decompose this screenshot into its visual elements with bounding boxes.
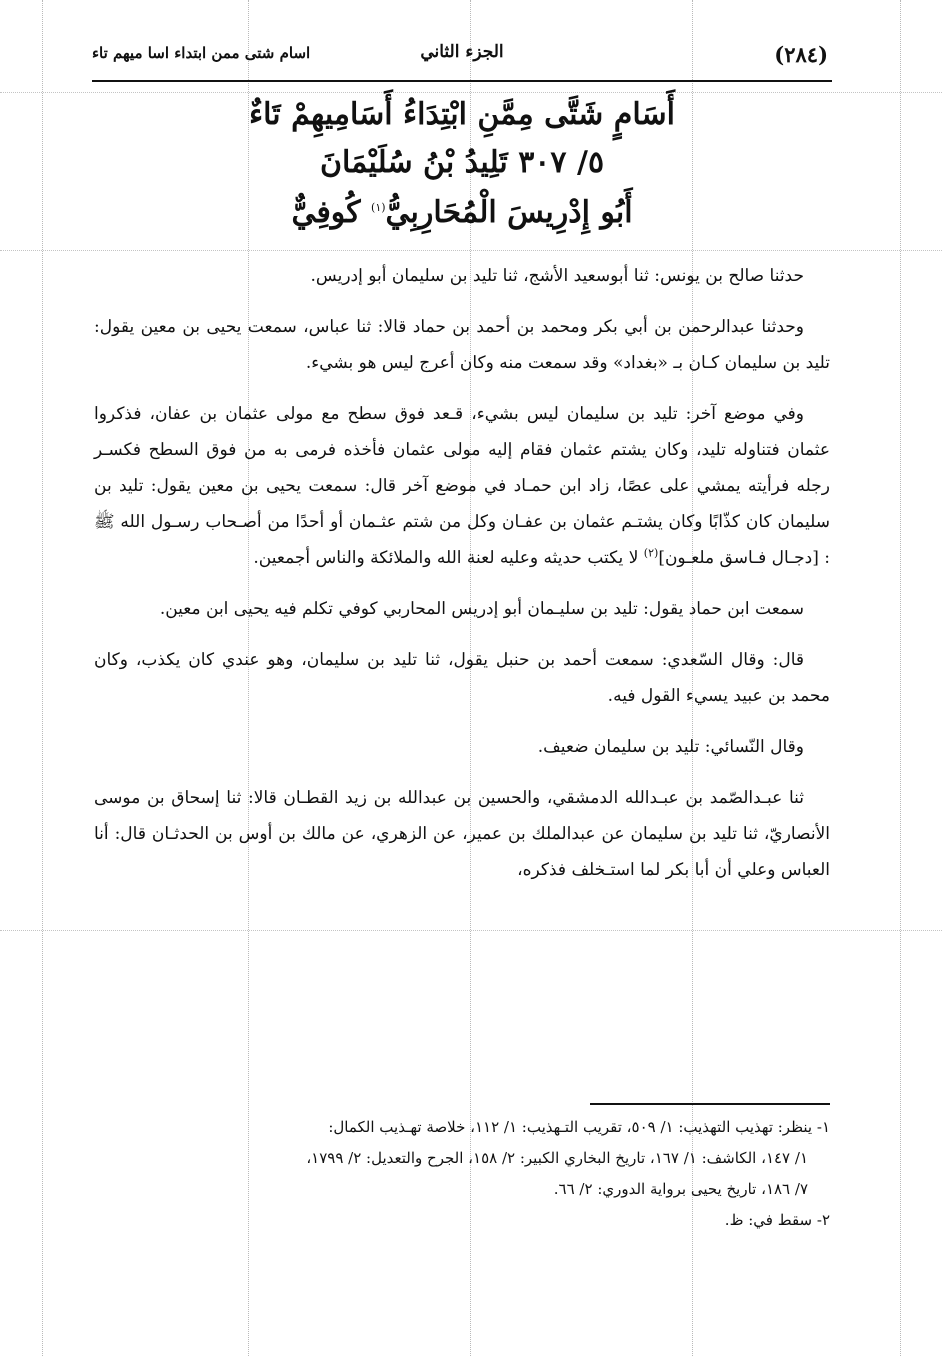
footnotes	[94, 1112, 830, 1236]
guide-line	[42, 0, 43, 1356]
paragraph: حدثنا صالح بن يونس: ثنا أبوسعيد الأشج، ثنا تليد بن سليمان أبو إدريس.	[310, 266, 804, 286]
footnote-ref: (١)	[371, 201, 386, 214]
kunya-suffix: كُوفِيٌّ	[291, 195, 372, 230]
section-title: أَسَامٍ شَتَّى مِمَّنِ ابْتِدَاءُ أَسَامِيهِمْ تَاءٌ	[249, 97, 675, 132]
paragraph-text: لا يكتب حديثه وعليه لعنة الله والملائكة والناس أجمعين.	[253, 548, 644, 568]
kunya-line	[92, 195, 832, 250]
entry-title: ٥/ ٣٠٧ تَلِيدُ بْنُ سُلَيْمَانَ	[319, 145, 605, 180]
part-label: الجزء الثاني	[420, 42, 504, 62]
paragraph-text: وفي موضع آخر: تليد بن سليمان ليس بشيء، قـعد فوق سطح مع مولى عثمان بن عفان، فذكروا عثمان فتناوله تليد، وكان يشتم عثمان فقام إليه مولى عثمان فأخذه فرمى به من فوق السطح فكسـر رجله فرأيته يمشي على عصًا، زاد ابن حمـاد في موضع آخر قال: سمعت يحيى بن معين يقول: تليد بن سليمان كان كذّابًا وكان يشتـم عثمان بن عفـان وكل من شتم عثـمان أو أحدًا من أصـحاب رسـول الله ﷺ : [دجـال فـاسق ملعـون]	[94, 404, 830, 568]
paragraph	[94, 396, 830, 576]
guide-line	[0, 92, 942, 93]
footnote-ref: (٢)	[643, 546, 659, 560]
paragraph: ثنا عبـدالصّمد بن عبـدالله الدمشقي، والحسين بن عبدالله بن زيد القطـان قالا: ثنا إسحاق بن موسى الأنصاريّ، ثنا تليد بن سليمان عن عبدالملك بن عمير، عن الزهري، عن مالك بن أوس بن الحدثـان قال: أنا العباس وعلي أن أبا بكر لما استـخلف فذكره،	[94, 788, 830, 880]
guide-line	[900, 0, 901, 1356]
footnote-2: ٢- سقط في: ظ.	[724, 1211, 830, 1229]
paragraph: قال: وقال السّعدي: سمعت أحمد بن حنبل يقول، ثنا تليد بن سليمان، وهو عندي كان يكذب، وكان محمد بن عبيد يسيء القول فيه.	[94, 650, 830, 706]
paragraph: سمعت ابن حماد يقول: تليد بن سليـمان أبو إدريس المحاربي كوفي تكلم فيه يحيى ابن معين.	[159, 599, 804, 619]
paragraph: وحدثنا عبدالرحمن بن أبي بكر ومحمد بن أحمد بن حماد قالا: ثنا عباس، سمعت يحيى بن معين يقول: تليد بن سليمان كـان بـ «بغداد» وقد سمعت منه وكان أعرج ليس هو بشيء.	[94, 317, 830, 373]
guide-line	[0, 250, 942, 251]
kunya: أَبُو إِدْرِيسَ الْمُحَارِبِيُّ	[385, 195, 633, 230]
page-header	[92, 32, 832, 82]
paragraph: وقال النّسائي: تليد بن سليمان ضعيف.	[537, 737, 804, 757]
page-number: (٢٨٤)	[774, 42, 828, 67]
entry-titles	[92, 97, 832, 250]
footnote-1-cont: ٧/ ١٨٦، تاريخ يحيى برواية الدوري: ٢/ ٦٦.	[553, 1180, 808, 1198]
guide-line	[0, 930, 942, 931]
footnote-1-cont: ١/ ١٤٧، الكاشف: ١/ ١٦٧، تاريخ البخاري الكبير: ٢/ ١٥٨، الجرح والتعديل: ٢/ ١٧٩٩،	[306, 1149, 808, 1167]
body-text	[94, 258, 830, 903]
footnote-divider	[590, 1103, 830, 1105]
running-title: اسام شتى ممن ابتداء اسا ميهم تاء	[92, 44, 311, 62]
footnote-1: ١- ينظر: تهذيب التهذيب: ١/ ٥٠٩، تقريب التـهذيب: ١/ ١١٢، خلاصة تهـذيب الكمال:	[328, 1118, 830, 1136]
